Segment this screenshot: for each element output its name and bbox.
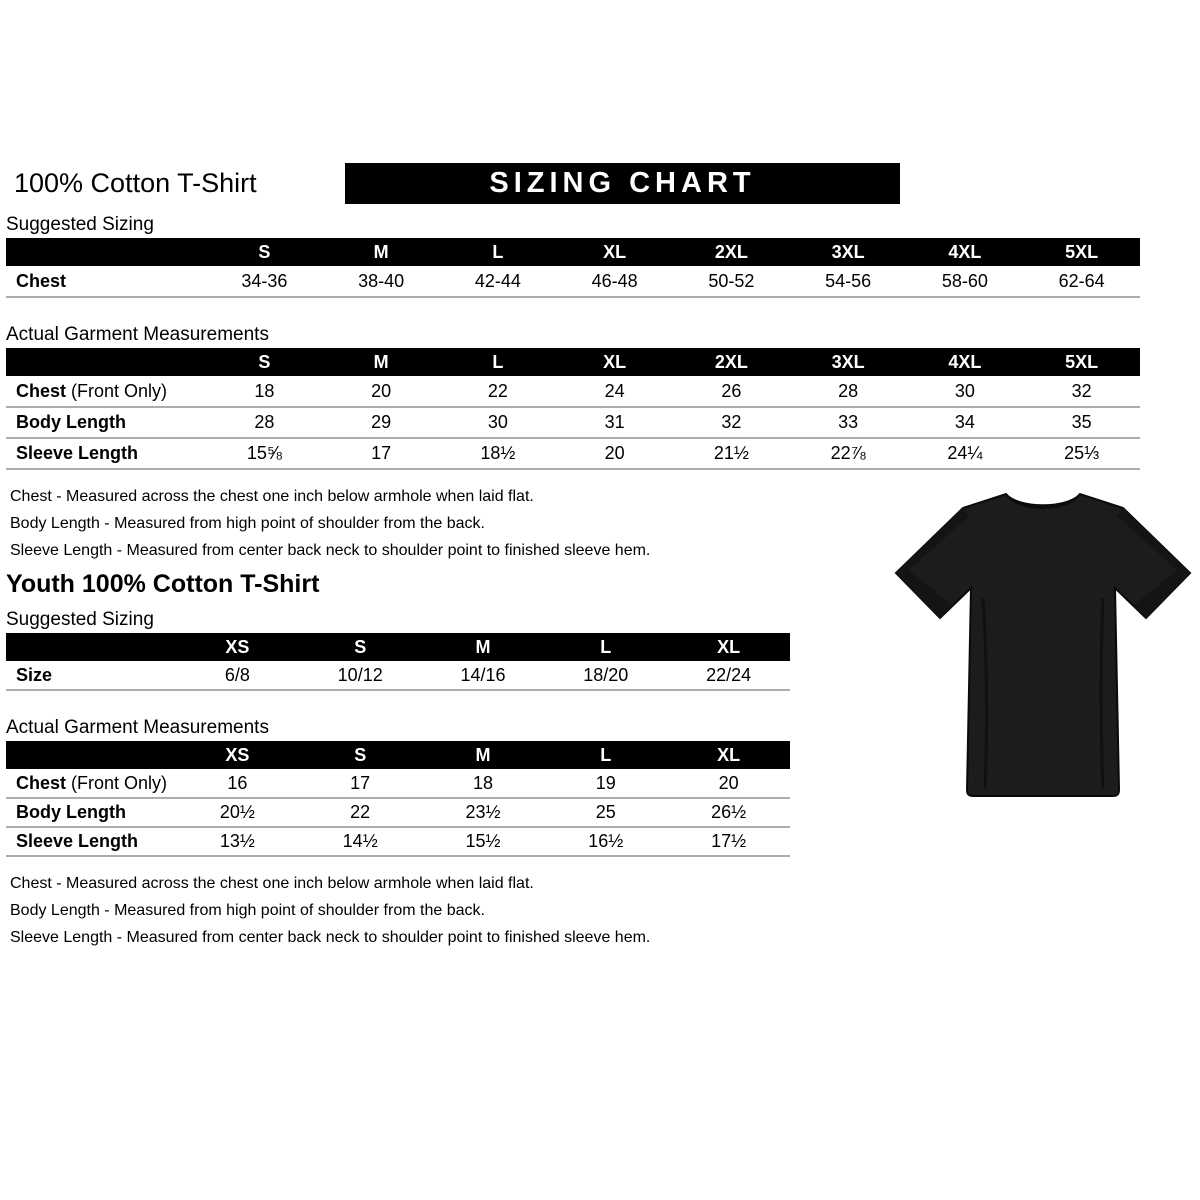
table-row [6,438,1140,469]
size-value: 42-44 [474,270,521,291]
youth-suggested-sizing-label: Suggested Sizing [6,609,154,630]
note-sleeve-length: Sleeve Length - Measured from center back neck to shoulder point to finished sleeve hem. [10,929,651,946]
size-column-header: M [323,238,440,266]
size-value: 50-52 [708,270,755,291]
row-label-text: Sleeve Length [16,443,139,463]
youth-actual-measurements-table [6,741,790,857]
size-value: 19 [595,772,616,793]
tshirt-product-image [893,478,1193,818]
size-value: 28 [838,380,859,401]
note-chest: Chest - Measured across the chest one inch below armhole when laid flat. [10,488,534,505]
note-chest: Chest - Measured across the chest one inch below armhole when laid flat. [10,875,534,892]
size-value: 16 [227,772,248,793]
size-value: 13½ [219,831,255,851]
row-label-text: Chest [16,772,67,793]
note-sleeve-length: Sleeve Length - Measured from center back neck to shoulder point to finished sleeve hem. [10,542,651,559]
note-body-length: Body Length - Measured from high point of shoulder from the back. [10,902,485,919]
size-value: 32 [1071,380,1092,401]
table-header-row [6,741,790,769]
size-value: 25⅓ [1064,443,1100,463]
row-label-text: Body Length [16,412,126,432]
size-value: 33 [838,412,859,432]
size-column-header: L [440,238,557,266]
size-value: 22 [487,380,508,401]
row-label-text: Size [16,664,53,685]
row-label [6,661,176,690]
size-value: 58-60 [941,270,988,291]
youth-measurement-notes [10,870,1200,951]
note-body-length: Body Length - Measured from high point of shoulder from the back. [10,515,485,532]
row-label-text: Body Length [16,802,126,822]
size-value: 18 [472,772,493,793]
size-value: 20½ [219,802,255,822]
size-value: 34 [954,412,975,432]
youth-suggested-sizing-table [6,633,790,691]
size-column-header: 3XL [790,348,907,376]
black-tshirt-graphic [893,478,1193,818]
row-label [6,407,206,438]
size-column-header: XS [176,741,299,769]
size-column-header: XL [667,741,790,769]
table-header-row [6,348,1140,376]
size-column-header: L [544,741,667,769]
size-value: 23½ [465,802,501,822]
size-value: 30 [487,412,508,432]
table-header-row [6,238,1140,266]
size-column-header: XL [556,238,673,266]
sizing-chart-banner: SIZING CHART [345,163,900,204]
adult-suggested-sizing-label: Suggested Sizing [6,214,154,235]
size-column-header: 2XL [673,348,790,376]
size-column-header: 5XL [1023,238,1140,266]
row-label [6,798,176,827]
row-label-text: Sleeve Length [16,831,139,851]
row-label-text: Chest [16,270,67,291]
adult-actual-measurements-table [6,348,1140,470]
size-value: 34-36 [241,270,288,291]
size-value: 26 [721,380,742,401]
size-value: 6/8 [224,664,250,685]
size-column-header: 4XL [907,348,1024,376]
size-value: 20 [718,772,739,793]
size-value: 24 [604,380,625,401]
adult-suggested-sizing-table [6,238,1140,298]
size-value: 46-48 [591,270,638,291]
size-value: 15½ [465,831,501,851]
corner-cell [6,348,206,376]
size-value: 14/16 [460,664,506,685]
size-column-header: 3XL [790,238,907,266]
size-value: 18 [254,380,275,401]
size-column-header: S [206,348,323,376]
corner-cell [6,633,176,661]
size-value: 20 [371,380,392,401]
row-label [6,438,206,469]
size-column-header: S [206,238,323,266]
size-value: 62-64 [1058,270,1105,291]
row-label [6,376,206,407]
size-value: 18½ [480,443,516,463]
size-value: 20 [604,443,625,463]
table-row [6,376,1140,407]
size-value: 25 [595,802,616,822]
corner-cell [6,238,206,266]
size-value: 54-56 [825,270,872,291]
table-row [6,827,790,856]
size-column-header: 5XL [1023,348,1140,376]
size-value: 18/20 [583,664,629,685]
size-column-header: 2XL [673,238,790,266]
size-value: 22⅞ [830,443,866,463]
size-value: 17 [371,443,392,463]
size-column-header: M [323,348,440,376]
row-label [6,769,176,798]
size-column-header: M [422,633,545,661]
adult-actual-measurements-label: Actual Garment Measurements [6,324,269,345]
size-value: 21½ [713,443,749,463]
size-column-header: XL [556,348,673,376]
row-label [6,266,206,297]
size-value: 28 [254,412,275,432]
size-value: 10/12 [337,664,383,685]
row-label [6,827,176,856]
size-value: 29 [371,412,392,432]
table-header-row [6,633,790,661]
row-label-text: Chest [16,380,67,401]
size-value: 31 [604,412,625,432]
size-value: 14½ [342,831,378,851]
size-column-header: S [299,741,422,769]
size-value: 35 [1071,412,1092,432]
table-row [6,266,1140,297]
table-row [6,661,790,690]
table-row [6,769,790,798]
size-column-header: XS [176,633,299,661]
youth-section-title: Youth 100% Cotton T-Shirt [6,570,320,598]
size-value: 32 [721,412,742,432]
size-column-header: S [299,633,422,661]
size-value: 30 [954,380,975,401]
size-value: 26½ [711,802,747,822]
size-column-header: XL [667,633,790,661]
size-column-header: 4XL [907,238,1024,266]
row-label-suffix: (Front Only) [66,380,168,401]
size-value: 15⅝ [246,443,282,463]
page-header [14,163,1200,204]
corner-cell [6,741,176,769]
size-value: 38-40 [358,270,405,291]
table-row [6,798,790,827]
size-value: 24¼ [947,443,983,463]
size-value: 17½ [711,831,747,851]
size-value: 22 [350,802,371,822]
page-title: 100% Cotton T-Shirt [14,168,257,198]
size-column-header: L [440,348,557,376]
size-column-header: L [544,633,667,661]
row-label-suffix: (Front Only) [66,772,168,793]
youth-actual-measurements-label: Actual Garment Measurements [6,717,269,738]
size-column-header: M [422,741,545,769]
size-value: 17 [350,772,371,793]
table-row [6,407,1140,438]
size-value: 22/24 [706,664,752,685]
size-value: 16½ [588,831,624,851]
